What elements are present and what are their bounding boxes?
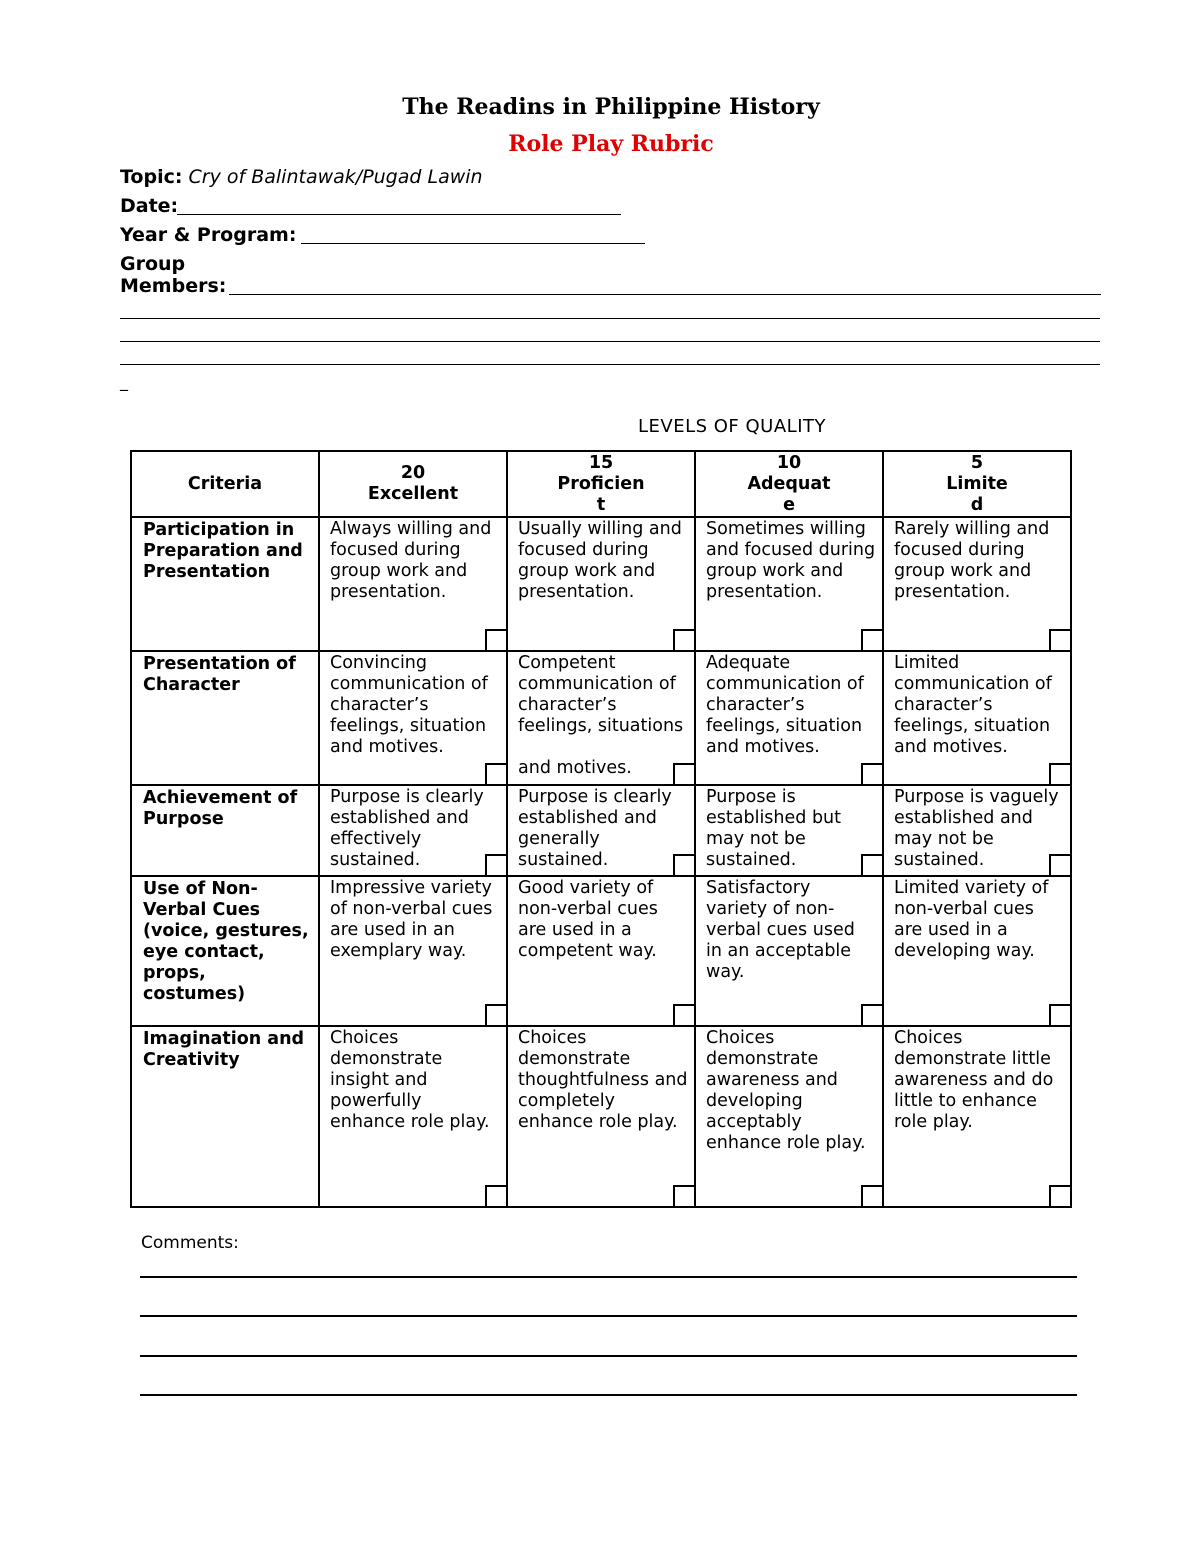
criterion-label: Participation in Preparation and Presentation: [131, 517, 319, 651]
score-checkbox[interactable]: [485, 629, 508, 652]
rubric-cell: [695, 517, 883, 651]
score-checkbox[interactable]: [861, 1004, 884, 1027]
score-checkbox[interactable]: [673, 763, 696, 786]
level-points: 10: [776, 452, 802, 473]
cell-text: Competent communication of character’s feelings, situations and motives.: [518, 653, 684, 778]
topic-label: Topic:: [120, 166, 183, 188]
rubric-cell: [319, 785, 507, 876]
cell-text: Convincing communication of character’s feelings, situation and motives.: [330, 653, 488, 757]
cell-text: Purpose is established but may not be sustained.: [706, 787, 842, 870]
members-input-line-3[interactable]: [120, 341, 1100, 342]
rubric-cell: [507, 1026, 695, 1207]
rubric-cell: [695, 876, 883, 1026]
cell-text: Limited variety of non-verbal cues are used in a developing way.: [894, 878, 1049, 961]
level-points: 20: [400, 463, 426, 483]
members-input-line-1[interactable]: [229, 294, 1101, 295]
cell-text: Purpose is clearly established and generally sustained.: [518, 787, 672, 870]
criterion-label: Use of Non-Verbal Cues (voice, gestures, eye contact, props, costumes): [131, 876, 319, 1026]
comments-line-2[interactable]: [140, 1315, 1077, 1317]
year-program-input-line[interactable]: [301, 243, 645, 244]
cell-text: Choices demonstrate thoughtfulness and completely enhance role play.: [518, 1028, 688, 1132]
cell-text: Adequate communication of character’s feelings, situation and motives.: [706, 653, 864, 757]
score-checkbox[interactable]: [861, 629, 884, 652]
group-label: Group: [120, 253, 186, 275]
cell-text: Satisfactory variety of non-verbal cues used in an acceptable way.: [706, 878, 855, 982]
topic-field: [120, 166, 483, 188]
rubric-cell: [319, 876, 507, 1026]
criterion-label: Imagination and Creativity: [131, 1026, 319, 1207]
cell-text: Purpose is clearly established and effectively sustained.: [330, 787, 484, 870]
date-input-line[interactable]: [177, 214, 621, 215]
levels-of-quality-heading: LEVELS OF QUALITY: [638, 416, 826, 437]
comments-line-3[interactable]: [140, 1355, 1077, 1357]
cell-text: Purpose is vaguely established and may not be sustained.: [894, 787, 1059, 870]
rubric-row-purpose: [131, 785, 1071, 876]
score-checkbox[interactable]: [673, 1004, 696, 1027]
rubric-cell: [319, 651, 507, 785]
rubric-cell: [883, 876, 1071, 1026]
rubric-cell: [507, 876, 695, 1026]
level-header-proficient: [507, 451, 695, 517]
rubric-cell: [507, 651, 695, 785]
rubric-cell: [883, 1026, 1071, 1207]
members-input-line-2[interactable]: [120, 318, 1100, 319]
criterion-label: Presentation of Character: [131, 651, 319, 785]
rubric-table: [130, 450, 1072, 1208]
cell-text: Rarely willing and focused during group work and presentation.: [894, 519, 1050, 602]
members-label: Members:: [120, 275, 227, 297]
score-checkbox[interactable]: [485, 854, 508, 877]
rubric-row-character: [131, 651, 1071, 785]
year-program-field: [120, 224, 296, 246]
cell-text: Choices demonstrate little awareness and do little to enhance role play.: [894, 1028, 1054, 1132]
score-checkbox[interactable]: [1049, 854, 1072, 877]
rubric-cell: [507, 785, 695, 876]
document-subtitle: Role Play Rubric: [508, 131, 714, 157]
score-checkbox[interactable]: [485, 1185, 508, 1208]
level-points: 5: [970, 452, 984, 473]
level-points: 15: [588, 452, 614, 473]
rubric-row-participation: [131, 517, 1071, 651]
score-checkbox[interactable]: [861, 1185, 884, 1208]
members-input-line-4[interactable]: [120, 364, 1100, 365]
trailing-mark: _: [120, 372, 128, 391]
rubric-cell: [883, 785, 1071, 876]
date-field: [120, 195, 178, 217]
topic-value: Cry of Balintawak/Pugad Lawin: [188, 166, 483, 188]
level-name: Proficien t: [557, 473, 645, 515]
cell-text: Impressive variety of non-verbal cues are used in an exemplary way.: [330, 878, 493, 961]
level-name: Limite d: [946, 473, 1008, 515]
comments-line-4[interactable]: [140, 1394, 1077, 1396]
score-checkbox[interactable]: [673, 629, 696, 652]
rubric-cell: [883, 517, 1071, 651]
cell-text: Choices demonstrate insight and powerfully enhance role play.: [330, 1028, 490, 1132]
score-checkbox[interactable]: [673, 854, 696, 877]
rubric-cell: [319, 517, 507, 651]
rubric-row-creativity: [131, 1026, 1071, 1207]
score-checkbox[interactable]: [485, 1004, 508, 1027]
rubric-cell: [695, 651, 883, 785]
comments-label: Comments:: [141, 1233, 239, 1253]
year-program-label: Year & Program:: [120, 224, 297, 246]
score-checkbox[interactable]: [1049, 1185, 1072, 1208]
rubric-header-row: [131, 451, 1071, 517]
score-checkbox[interactable]: [1049, 629, 1072, 652]
cell-text: Sometimes willing and focused during group work and presentation.: [706, 519, 876, 602]
rubric-cell: [319, 1026, 507, 1207]
criteria-header: Criteria: [131, 451, 319, 517]
score-checkbox[interactable]: [861, 854, 884, 877]
rubric-cell: [695, 1026, 883, 1207]
score-checkbox[interactable]: [1049, 1004, 1072, 1027]
level-name: Excellent: [367, 484, 459, 504]
cell-text: Good variety of non-verbal cues are used in a competent way.: [518, 878, 658, 961]
score-checkbox[interactable]: [673, 1185, 696, 1208]
criterion-label: Achievement of Purpose: [131, 785, 319, 876]
date-label: Date:: [120, 195, 179, 217]
comments-line-1[interactable]: [140, 1276, 1077, 1278]
group-members-field: [120, 253, 226, 297]
cell-text: Limited communication of character’s feelings, situation and motives.: [894, 653, 1052, 757]
cell-text: Usually willing and focused during group work and presentation.: [518, 519, 682, 602]
level-header-excellent: [319, 451, 507, 517]
level-name: Adequat e: [747, 473, 831, 515]
document-title: The Readins in Philippine History: [402, 94, 820, 120]
score-checkbox[interactable]: [485, 763, 508, 786]
score-checkbox[interactable]: [861, 763, 884, 786]
rubric-row-nonverbal: [131, 876, 1071, 1026]
level-header-limited: [883, 451, 1071, 517]
cell-text: Always willing and focused during group work and presentation.: [330, 519, 492, 602]
cell-text: Choices demonstrate awareness and developing acceptably enhance role play.: [706, 1028, 866, 1153]
rubric-cell: [507, 517, 695, 651]
rubric-cell: [883, 651, 1071, 785]
level-header-adequate: [695, 451, 883, 517]
score-checkbox[interactable]: [1049, 763, 1072, 786]
rubric-cell: [695, 785, 883, 876]
